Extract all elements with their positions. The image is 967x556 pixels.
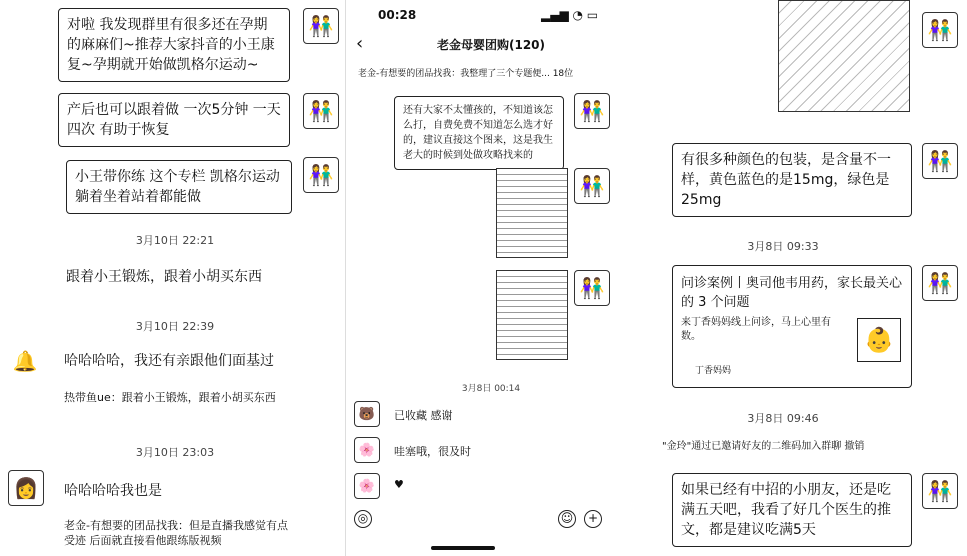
right-chat-panel xyxy=(628,0,967,556)
chat-message[interactable]: 有很多种颜色的包装，是含量不一样，黄色蓝色的是15mg，绿色是25mg xyxy=(672,143,912,217)
avatar[interactable]: 👫 xyxy=(922,473,958,509)
phone-chat-panel xyxy=(345,0,629,556)
avatar[interactable]: 👫 xyxy=(922,265,958,301)
back-button[interactable]: ‹ xyxy=(356,33,364,54)
image-attachment[interactable] xyxy=(778,0,910,112)
quote-reply[interactable]: 老金-有想要的团品找我：但是直播我感觉有点受迹 后面就直接看他跟练版视频 xyxy=(56,512,306,554)
card-source: 丁香妈妈 xyxy=(695,366,732,376)
home-indicator xyxy=(431,546,495,550)
group-title: 老金母婴团购(120) xyxy=(436,38,546,52)
emoji-icon[interactable]: ☺ xyxy=(558,510,576,528)
chat-message[interactable]: 还有大家不太懂孩的，不知道该怎么打，自费免费不知道怎么选才好的，建议直接这个图来，这是我生老大的时候到处做攻略找来的 xyxy=(394,96,564,170)
avatar[interactable]: 🐻 xyxy=(354,401,380,427)
chat-message[interactable]: 如果已经有中招的小朋友，还是吃满五天吧，我看了好几个医生的推文，都是建议吃满5天 xyxy=(672,473,912,547)
chat-message[interactable]: 哇塞哦，很及时 xyxy=(394,445,471,458)
avatar[interactable]: 👫 xyxy=(303,93,339,129)
timestamp: 3月8日 09:33 xyxy=(747,240,819,253)
plus-icon[interactable]: + xyxy=(584,510,602,528)
avatar[interactable]: 👫 xyxy=(574,168,610,204)
image-attachment[interactable] xyxy=(496,168,568,258)
system-notice: "金玲"通过已邀请好友的二维码加入群聊 撤销 xyxy=(662,441,865,452)
card-description: 来丁香妈妈线上问诊，马上心里有数。 xyxy=(681,317,831,342)
avatar[interactable]: 👫 xyxy=(922,143,958,179)
quote-reply[interactable]: 热带鱼ue：跟着小王锻炼，跟着小胡买东西 xyxy=(56,384,286,411)
link-card[interactable] xyxy=(672,265,912,388)
left-chat-panel xyxy=(0,0,345,556)
timestamp: 3月10日 22:39 xyxy=(135,320,215,333)
chat-message[interactable]: 小王带你练 这个专栏 凯格尔运动 躺着坐着站着都能做 xyxy=(66,160,292,214)
image-attachment[interactable] xyxy=(496,270,568,360)
pinned-message[interactable]: 老金-有想要的团品找我：我整理了三个专题便... 18位 xyxy=(358,69,574,79)
avatar[interactable]: 👫 xyxy=(574,93,610,129)
avatar[interactable]: 👫 xyxy=(303,157,339,193)
avatar[interactable]: 👫 xyxy=(922,12,958,48)
chat-message[interactable]: 哈哈哈哈，我还有亲跟他们面基过 xyxy=(56,345,306,377)
timestamp: 3月10日 23:03 xyxy=(135,446,215,459)
chat-message[interactable]: 已收藏 感谢 xyxy=(394,409,453,422)
timestamp: 3月8日 09:46 xyxy=(747,412,819,425)
chat-message[interactable]: 对啦 我发现群里有很多还在孕期的麻麻们~推荐大家抖音的小王康复~孕期就开始做凯格尔运动~ xyxy=(58,8,290,82)
chat-message[interactable]: 产后也可以跟着做 一次5分钟 一天四次 有助于恢复 xyxy=(58,93,290,147)
avatar[interactable]: 🌸 xyxy=(354,437,380,463)
avatar[interactable]: 🌸 xyxy=(354,473,380,499)
chat-message[interactable]: 跟着小王锻炼，跟着小胡买东西 xyxy=(58,261,290,293)
signal-battery-icon: ▂▄▆ ◔ ▭ xyxy=(541,8,599,22)
chat-message[interactable]: 哈哈哈哈我也是 xyxy=(56,475,276,507)
chat-message[interactable]: ♥ xyxy=(394,478,404,491)
avatar[interactable]: 👫 xyxy=(303,8,339,44)
voice-icon[interactable]: ◎ xyxy=(354,510,372,528)
timestamp: 3月10日 22:21 xyxy=(135,234,215,247)
timestamp: 3月8日 00:14 xyxy=(461,384,521,394)
avatar[interactable]: 👩 xyxy=(8,470,44,506)
status-time: 00:28 xyxy=(378,8,417,22)
card-thumbnail: 👶 xyxy=(857,318,901,362)
avatar[interactable]: 🔔 xyxy=(8,344,42,378)
card-title: 问诊案例丨奥司他韦用药，家长最关心的 3 个问题 xyxy=(681,276,903,310)
avatar[interactable]: 👫 xyxy=(574,270,610,306)
